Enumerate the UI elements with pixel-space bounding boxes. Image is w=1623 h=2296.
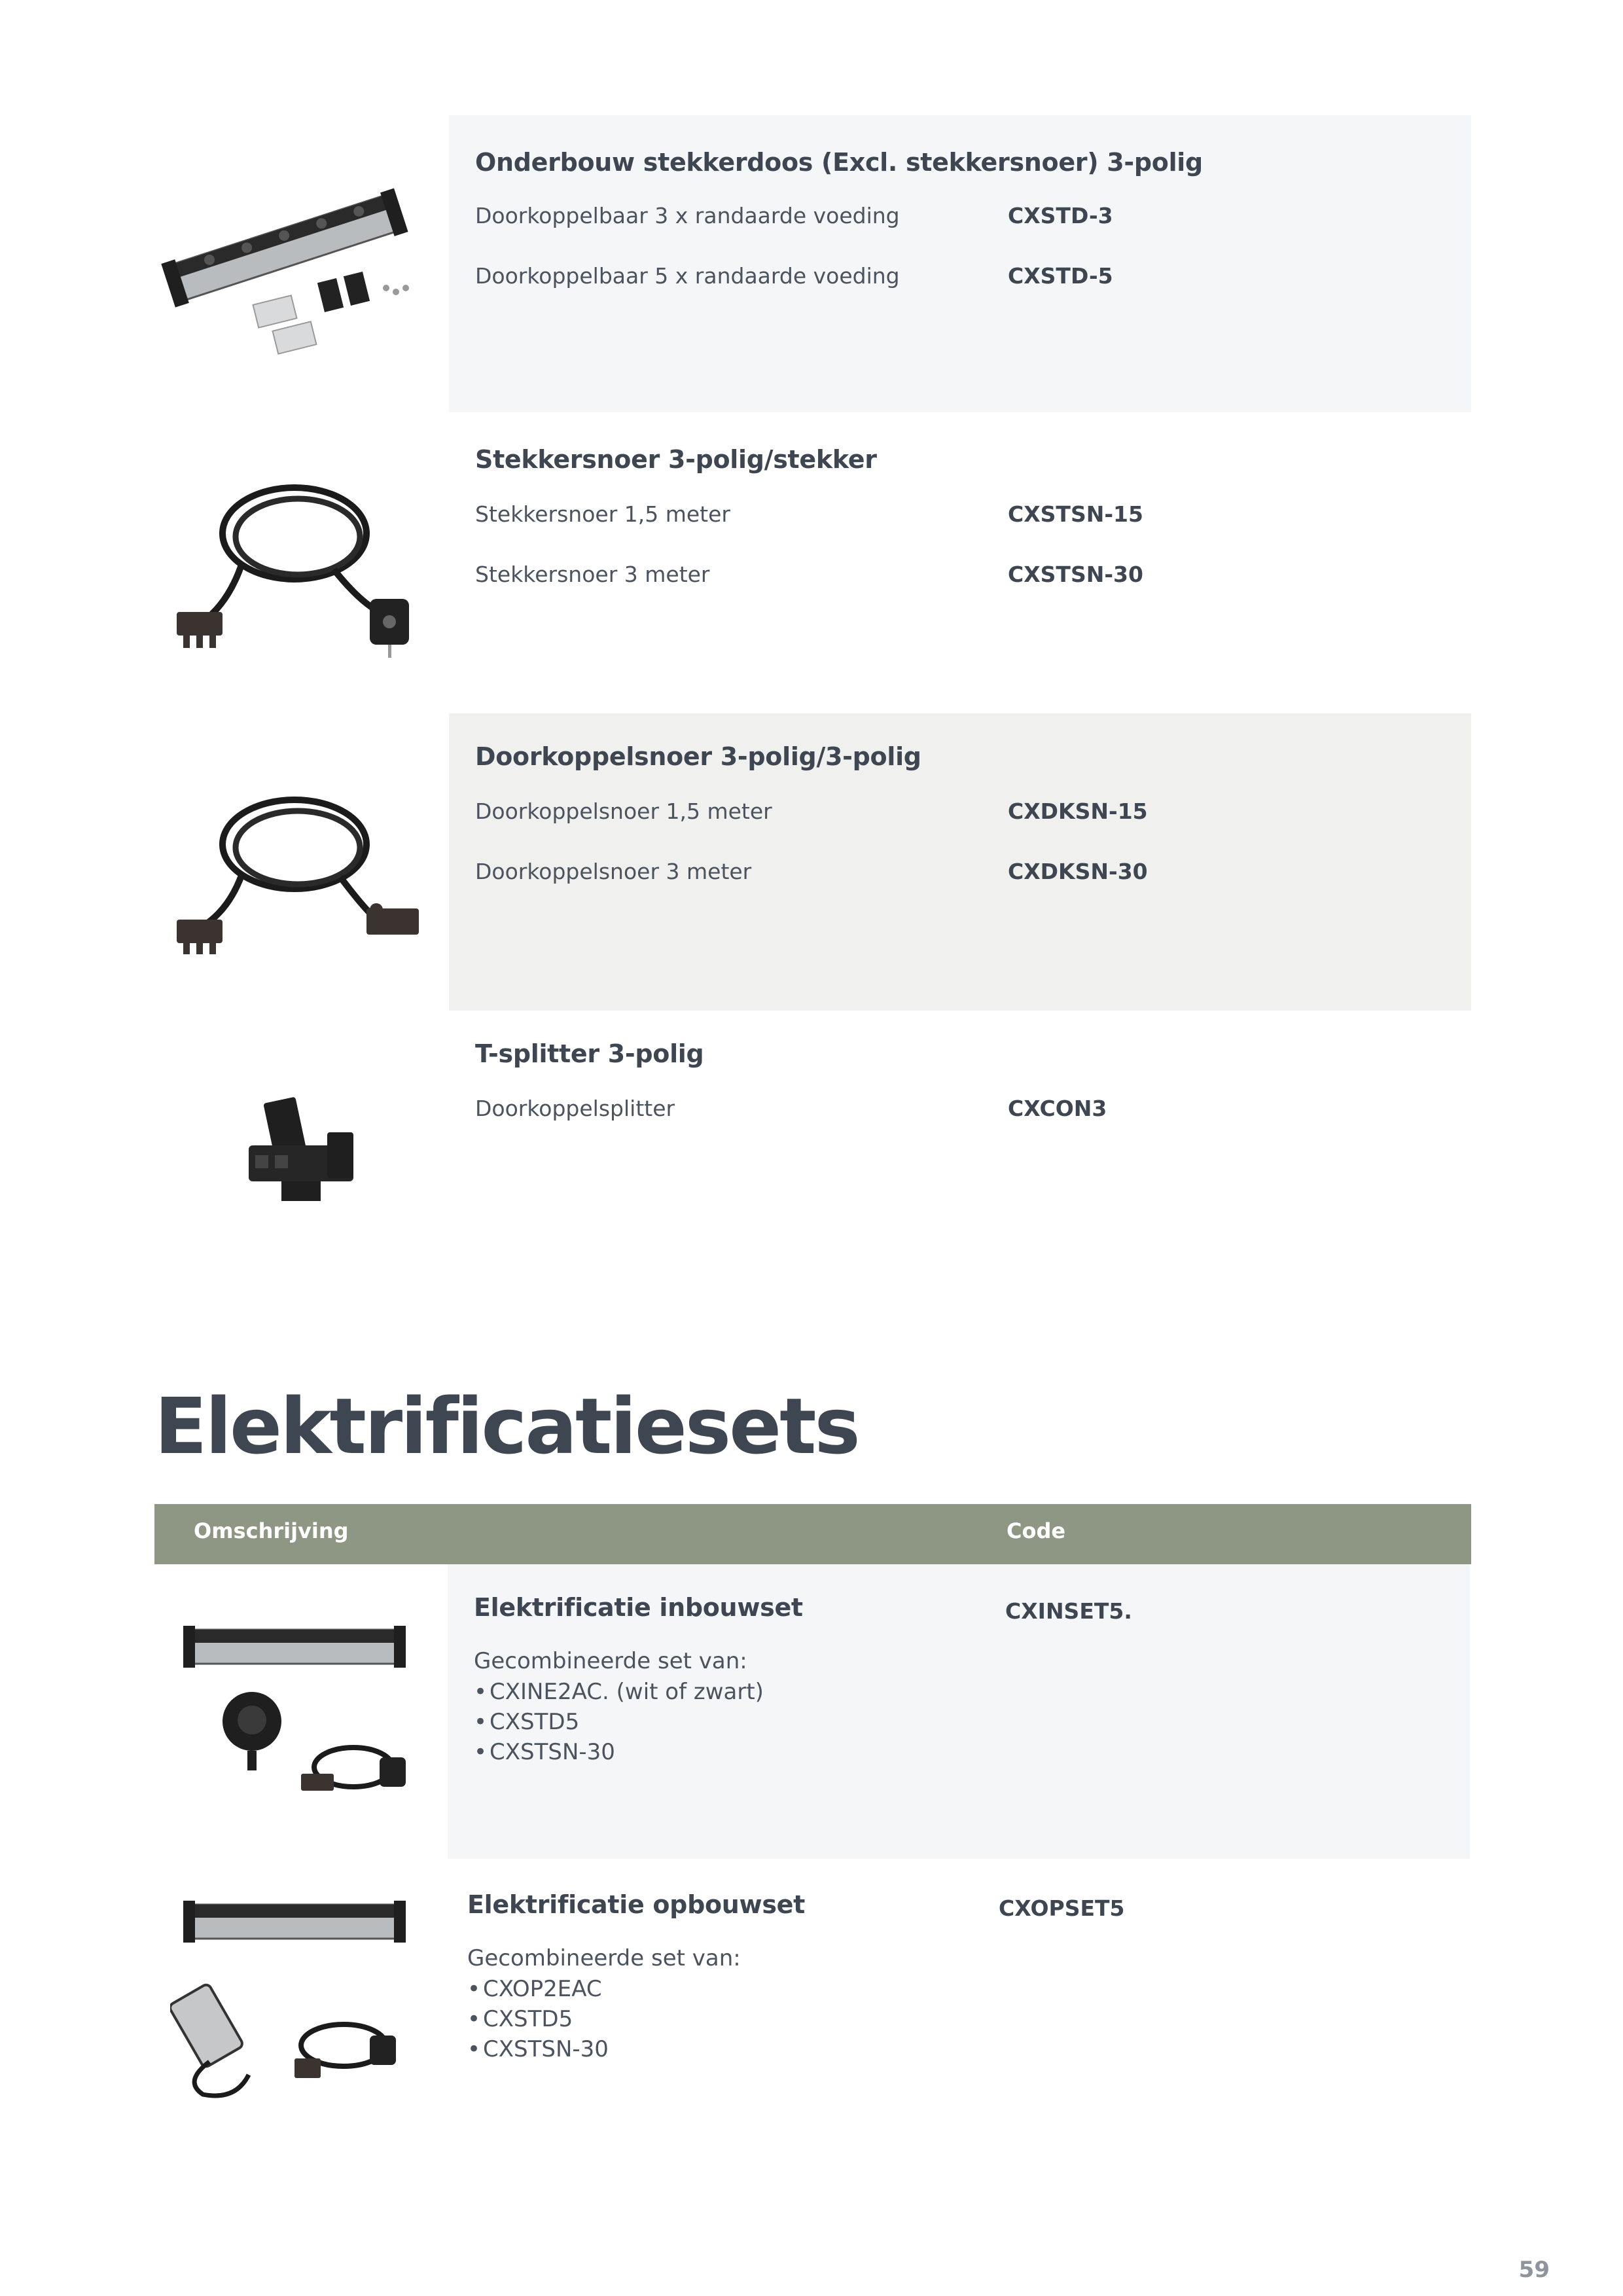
list-item: • CXINE2AC. (wit of zwart) [474,1679,764,1705]
product-title: Stekkersnoer 3-polig/stekker [475,445,877,474]
set-intro: Gecombineerde set van: [474,1648,747,1674]
list-item: • CXSTSN-30 [467,2036,609,2062]
product-description: Doorkoppelbaar 5 x randaarde voeding [475,263,900,289]
list-item: • CXSTD5 [474,1709,580,1735]
product-title: Onderbouw stekkerdoos (Excl. stekkersnoer) 3-polig [475,148,1203,177]
list-item: • CXSTSN-30 [474,1739,615,1765]
product-code: CXSTD-3 [1008,203,1113,228]
section-heading: Elektrificatiesets [154,1381,859,1471]
set-item-list [474,1677,764,1767]
product-description: Doorkoppelsnoer 3 meter [475,859,752,884]
column-header-code: Code [1007,1518,1066,1543]
product-code: CXSTD-5 [1008,263,1113,289]
product-code: CXDKSN-30 [1008,859,1148,884]
inbouw-set-icon [183,1623,419,1820]
list-item: • CXSTD5 [467,2006,573,2032]
table-header [154,1504,1471,1564]
power-cord-with-plug-icon [164,471,425,661]
set-item-list [467,1974,609,2064]
opbouw-set-icon [170,1898,412,2101]
power-strip-with-brackets-icon [157,175,419,372]
product-title: Doorkoppelsnoer 3-polig/3-polig [475,742,921,771]
product-title: T-splitter 3-polig [475,1039,704,1068]
page-number: 59 [1518,2257,1550,2283]
set-code: CXINSET5. [1005,1598,1132,1624]
product-code: CXSTSN-30 [1008,562,1143,587]
set-code: CXOPSET5 [999,1895,1125,1921]
connector-cable-icon [164,785,432,969]
set-title: Elektrificatie inbouwset [474,1593,803,1622]
list-item: • CXOP2EAC [467,1976,602,2002]
column-header-description: Omschrijving [194,1518,349,1543]
product-description: Stekkersnoer 3 meter [475,562,710,587]
product-code: CXDKSN-15 [1008,798,1148,824]
product-code: CXSTSN-15 [1008,501,1143,527]
set-intro: Gecombineerde set van: [467,1945,741,1971]
set-title: Elektrificatie opbouwset [467,1890,806,1919]
t-splitter-icon [242,1093,373,1224]
product-description: Doorkoppelsplitter [475,1096,675,1121]
product-description: Doorkoppelbaar 3 x randaarde voeding [475,203,900,228]
product-description: Stekkersnoer 1,5 meter [475,501,730,527]
product-code: CXCON3 [1008,1096,1107,1121]
product-description: Doorkoppelsnoer 1,5 meter [475,798,772,824]
